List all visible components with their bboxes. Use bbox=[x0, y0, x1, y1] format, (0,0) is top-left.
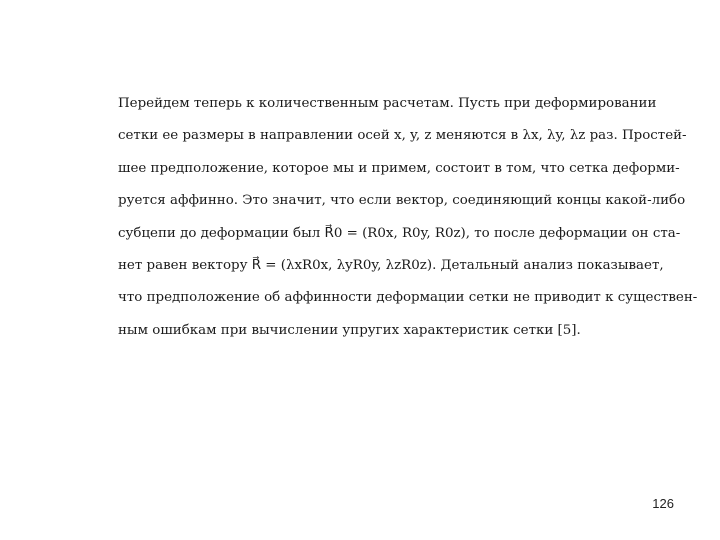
paragraph-line-3: шее предположение, которое мы и примем, состоит в том, что сетка деформи- bbox=[118, 160, 680, 176]
paragraph-line-4: руется аффинно. Это значит, что если вектор, соединяющий концы какой-либо bbox=[118, 193, 686, 209]
paragraph-line-7: что предположение об аффинности деформации сетки не приводит к существен- bbox=[118, 290, 698, 306]
paragraph-line-5: субцепи до деформации был R⃗0 = (R0x, R0y, R0z), то после деформации он ста- bbox=[118, 225, 681, 241]
main-paragraph bbox=[118, 88, 698, 347]
paragraph-line-6: нет равен вектору R⃗ = (λxR0x, λyR0y, λzR0z). Детальный анализ показывает, bbox=[118, 257, 664, 273]
paragraph-line-8: ным ошибкам при вычислении упругих характеристик сетки [5]. bbox=[118, 322, 581, 338]
paragraph-line-2: сетки ее размеры в направлении осей x, y, z меняются в λx, λy, λz раз. Простей- bbox=[118, 128, 687, 144]
paragraph-line-1: Перейдем теперь к количественным расчетам. Пусть при деформировании bbox=[118, 96, 657, 111]
page-number: 126 bbox=[652, 496, 674, 511]
